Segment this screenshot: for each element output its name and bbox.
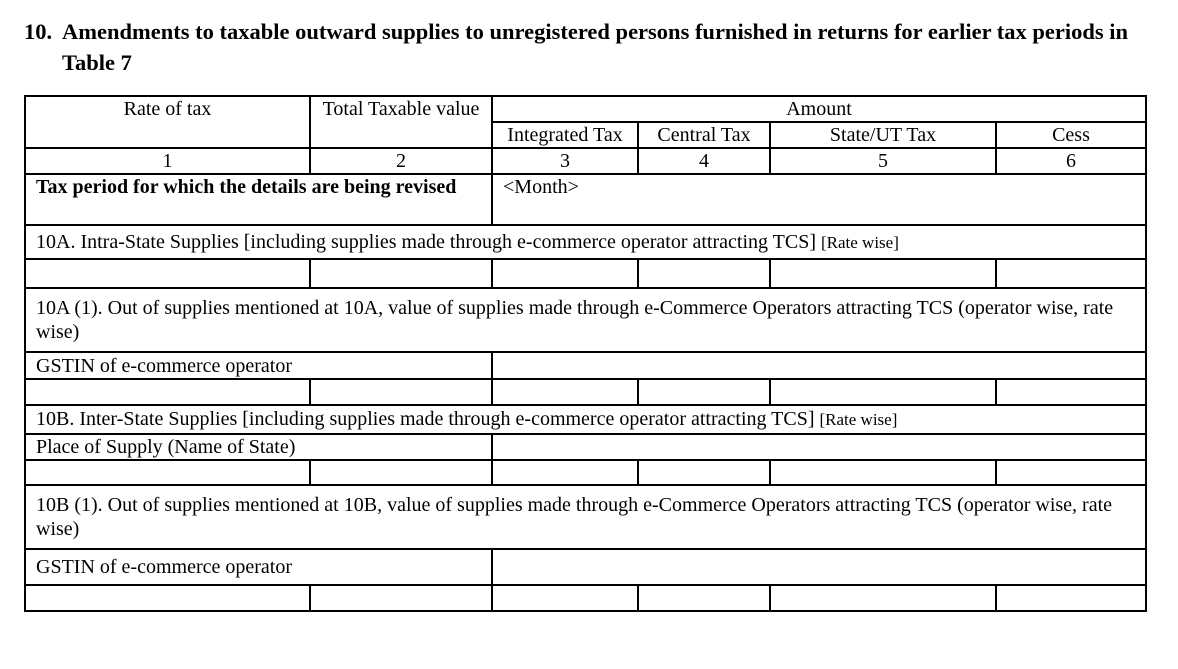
section-10a-taxable-value-cell[interactable]: [310, 259, 492, 288]
section-10b1-title-row: [25, 485, 1146, 549]
section-10b-title-row: [25, 405, 1146, 434]
section-10a1-taxable-value-cell[interactable]: [310, 379, 492, 405]
header-total-taxable-value: Total Taxable value: [310, 96, 492, 148]
column-number-3: 3: [492, 148, 638, 174]
section-10a1-title-row: [25, 288, 1146, 352]
form-heading: [24, 16, 1154, 78]
section-10a-title-text: 10A. Intra-State Supplies [including supplies made through e-commerce operator attracting TCS]: [36, 230, 816, 253]
section-10b1-taxable-value-cell[interactable]: [310, 585, 492, 611]
section-10a1-gstin-label: GSTIN of e-commerce operator: [25, 352, 492, 379]
tax-period-label: Tax period for which the details are being revised: [25, 174, 492, 225]
header-row-1: [25, 96, 1146, 122]
section-10a-state-ut-tax-cell[interactable]: [770, 259, 996, 288]
section-10b-cess-cell[interactable]: [996, 460, 1146, 485]
section-10b-title: [25, 405, 1146, 434]
section-10b-state-ut-tax-cell[interactable]: [770, 460, 996, 485]
section-10b-integrated-tax-cell[interactable]: [492, 460, 638, 485]
section-10a-cess-cell[interactable]: [996, 259, 1146, 288]
tax-period-value[interactable]: <Month>: [492, 174, 1146, 225]
header-integrated-tax: Integrated Tax: [492, 122, 638, 148]
column-number-5: 5: [770, 148, 996, 174]
section-10a1-entry-row: [25, 379, 1146, 405]
header-state-ut-tax: State/UT Tax: [770, 122, 996, 148]
amendments-table: [24, 95, 1147, 612]
section-10b-place-value[interactable]: [492, 434, 1146, 460]
section-10a1-rate-cell[interactable]: [25, 379, 310, 405]
column-numbers-row: [25, 148, 1146, 174]
section-10a-rate-wise: [Rate wise]: [820, 232, 899, 252]
section-10b1-central-tax-cell[interactable]: [638, 585, 770, 611]
section-10b-taxable-value-cell[interactable]: [310, 460, 492, 485]
section-10a1-integrated-tax-cell[interactable]: [492, 379, 638, 405]
column-number-2: 2: [310, 148, 492, 174]
heading-number: 10.: [24, 19, 53, 44]
section-10b1-rate-cell[interactable]: [25, 585, 310, 611]
section-10a-integrated-tax-cell[interactable]: [492, 259, 638, 288]
section-10b-title-text: 10B. Inter-State Supplies [including supplies made through e-commerce operator attracting TCS]: [36, 408, 815, 430]
section-10b1-title: 10B (1). Out of supplies mentioned at 10B, value of supplies made through e-Commerce Operators attracting TCS (operator wise, rate wise): [25, 485, 1146, 549]
section-10a1-central-tax-cell[interactable]: [638, 379, 770, 405]
section-10b1-gstin-label: GSTIN of e-commerce operator: [25, 549, 492, 585]
section-10b1-integrated-tax-cell[interactable]: [492, 585, 638, 611]
section-10b1-entry-row: [25, 585, 1146, 611]
section-10a-entry-row: [25, 259, 1146, 288]
section-10a-title: [25, 225, 1146, 259]
section-10a-central-tax-cell[interactable]: [638, 259, 770, 288]
section-10a1-gstin-row: [25, 352, 1146, 379]
section-10a-title-row: [25, 225, 1146, 259]
header-cess: Cess: [996, 122, 1146, 148]
section-10b-entry-row: [25, 460, 1146, 485]
section-10a1-title: 10A (1). Out of supplies mentioned at 10A, value of supplies made through e-Commerce Operators attracting TCS (operator wise, rate wise): [25, 288, 1146, 352]
tax-period-row: [25, 174, 1146, 225]
section-10a1-cess-cell[interactable]: [996, 379, 1146, 405]
section-10b1-cess-cell[interactable]: [996, 585, 1146, 611]
section-10b1-state-ut-tax-cell[interactable]: [770, 585, 996, 611]
column-number-4: 4: [638, 148, 770, 174]
section-10b-central-tax-cell[interactable]: [638, 460, 770, 485]
heading-text: Amendments to taxable outward supplies to unregistered persons furnished in returns for earlier tax periods in Table 7: [62, 19, 1129, 75]
section-10b1-gstin-value[interactable]: [492, 549, 1146, 585]
section-10a-rate-cell[interactable]: [25, 259, 310, 288]
section-10b-place-row: [25, 434, 1146, 460]
section-10a1-gstin-value[interactable]: [492, 352, 1146, 379]
section-10a1-state-ut-tax-cell[interactable]: [770, 379, 996, 405]
section-10b-place-label: Place of Supply (Name of State): [25, 434, 492, 460]
column-number-1: 1: [25, 148, 310, 174]
section-10b1-gstin-row: [25, 549, 1146, 585]
header-central-tax: Central Tax: [638, 122, 770, 148]
section-10b-rate-wise: [Rate wise]: [819, 410, 898, 429]
section-10b-rate-cell[interactable]: [25, 460, 310, 485]
header-rate-of-tax: Rate of tax: [25, 96, 310, 148]
header-amount: Amount: [492, 96, 1146, 122]
column-number-6: 6: [996, 148, 1146, 174]
